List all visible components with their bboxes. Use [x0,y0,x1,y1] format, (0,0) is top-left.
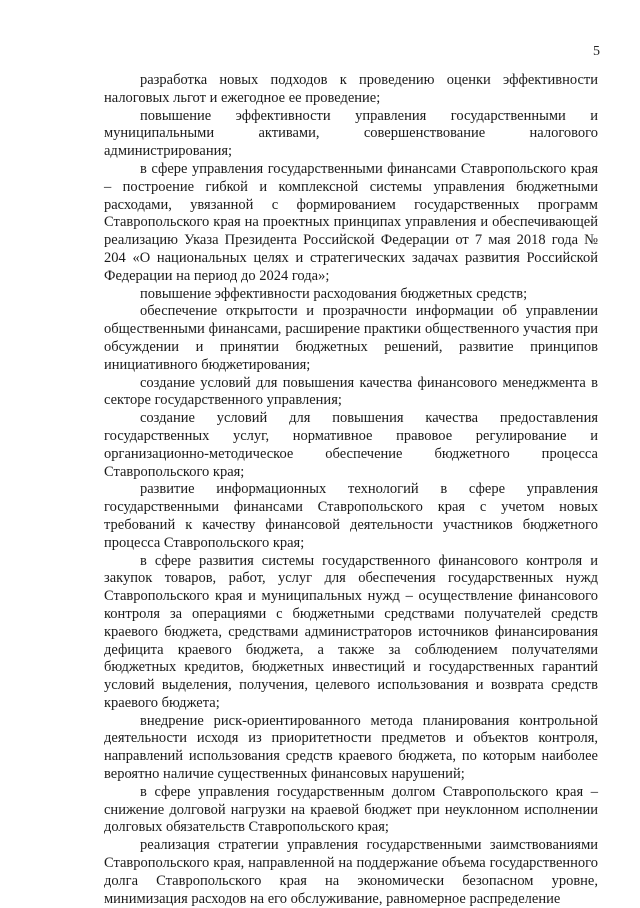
paragraph: в сфере управления государственным долгом Ставропольского края – снижение долговой нагрузки на краевой бюджет при неуклонном исполнении долговых обязательств Ставропольского края; [104,783,598,836]
paragraph: повышение эффективности управления государственными и муниципальными активами, совершенствование налогового администрирования; [104,107,598,160]
paragraph: обеспечение открытости и прозрачности информации об управлении общественными финансами, расширение практики общественного участия при обсуждении и принятии бюджетных решений, развитие принципов инициативного бюджетирования; [104,303,598,373]
body-text [104,72,598,908]
paragraph: реализация стратегии управления государственными заимствованиями Ставропольского края, направленной на поддержание объема государственного долга Ставропольского края на экономически безопасном уровне, минимизация расходов на его обслуживание, равномерное распределение [104,837,598,907]
paragraph: внедрение риск-ориентированного метода планирования контрольной деятельности исходя из приоритетности предметов и объектов контроля, направлений использования средств краевого бюджета, по которым наиболее вероятно наличие существенных финансовых нарушений; [104,712,598,783]
paragraph: разработка новых подходов к проведению оценки эффективности налоговых льгот и ежегодное ее проведение; [104,72,598,106]
paragraph: создание условий для повышения качества предоставления государственных услуг, нормативное правовое регулирование и организационно-методическое обеспечение бюджетного процесса Ставропольского края; [104,410,598,480]
page-number: 5 [593,44,600,59]
paragraph: повышение эффективности расходования бюджетных средств; [140,285,528,302]
paragraph: создание условий для повышения качества финансового менеджмента в секторе государственного управления; [104,374,598,409]
paragraph: в сфере развития системы государственного финансового контроля и закупок товаров, работ, услуг для обеспечения государственных нужд Ставропольского края и муниципальных нужд – осуществление финансового контроля за операциями с бюджетными средствами получателей средств краевого бюджета, средствами администраторов источников финансирования дефицита краевого бюджета, а также за соблюдением получателями бюджетных кредитов, бюджетных инвестиций и государственных гарантий условий выделения, получения, целевого использования и возврата средств краевого бюджета; [104,552,598,711]
paragraph: в сфере управления государственными финансами Ставропольского края – построение гибкой и комплексной системы управления бюджетными расходами, увязанной с формированием государственных программ Ставропольского края на проектных принципах управления и обеспечивающей реализацию Указа Президента Российской Федерации от 7 мая 2018 года № 204 «О национальных целях и стратегических задачах развития Российской Федерации на период до 2024 года»; [104,160,598,284]
paragraph: развитие информационных технологий в сфере управления государственными финансами Ставропольского края с учетом новых требований к качеству финансовой деятельности участников бюджетного процесса Ставропольского края; [104,481,598,551]
